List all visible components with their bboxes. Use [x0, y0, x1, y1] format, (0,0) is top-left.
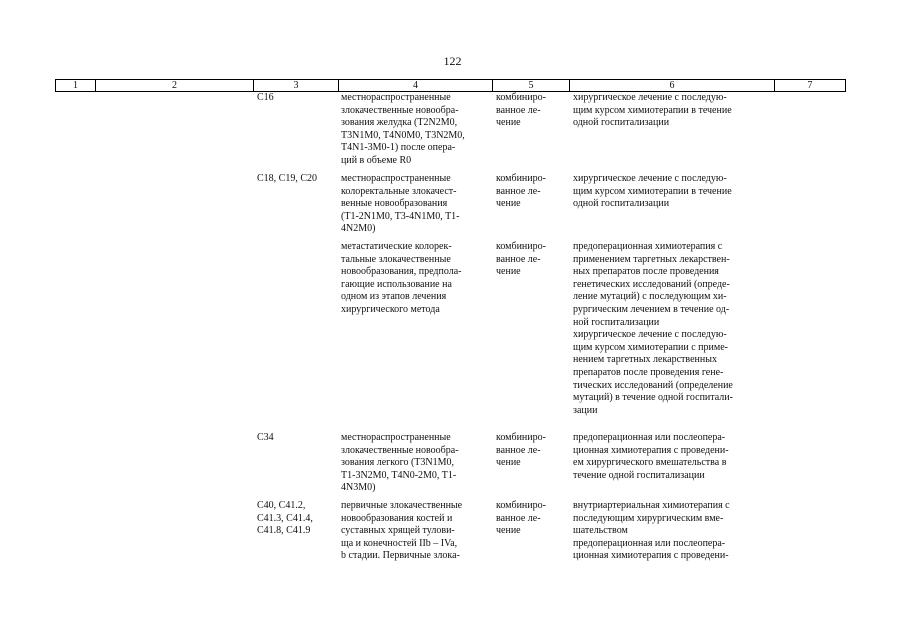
treatment-method-cell: внутриартериальная химиотерапия с последующим хирургическим вме- шательством предоперационная или послеопера- ционная химиотерапия с проведени-	[573, 500, 730, 562]
icd-code-cell: C16	[257, 92, 274, 103]
page-number: 122	[443, 54, 462, 68]
header-col-3: 3	[253, 80, 338, 91]
treatment-method-cell: хирургическое лечение с последую- щим курсом химиотерапии в течение одной госпитализации	[573, 173, 732, 210]
disease-cell: местнораспространенные злокачественные новообра- зования легкого (T3N1M0, T1-3N2M0, T4N0-2M0, T1- 4N3M0)	[341, 432, 459, 494]
treatment-type-cell: комбиниро- ванное ле- чение	[496, 173, 546, 210]
treatment-type-cell: комбиниро- ванное ле- чение	[496, 241, 546, 278]
icd-code-cell: C34	[257, 432, 274, 443]
icd-code-cell: C18, C19, C20	[257, 173, 318, 184]
header-col-5: 5	[492, 80, 569, 91]
treatment-type-cell: комбиниро- ванное ле- чение	[496, 432, 546, 469]
header-col-6: 6	[569, 80, 774, 91]
header-col-2: 2	[95, 80, 253, 91]
treatment-method-cell: предоперационная химиотерапия с применением таргетных лекарствен- ных препаратов после проведения генетических исследований (опреде- ление мутаций) с последующим хи- рургическим лечением в течение од- ной госпитализации хирургическое лечение с последую- щим курсом химиотерапии с приме- нением таргетных лекарственных препаратов после проведения гене- тических исследований (определение мутаций) в течение одной госпитали- зации	[573, 241, 733, 416]
treatment-type-cell: комбиниро- ванное ле- чение	[496, 92, 546, 129]
header-col-4: 4	[338, 80, 492, 91]
treatment-type-cell: комбиниро- ванное ле- чение	[496, 500, 546, 537]
treatment-method-cell: предоперационная или послеопера- ционная химиотерапия с проведени- ем хирургического вмешательства в течение одной госпитализации	[573, 432, 729, 481]
header-col-1: 1	[55, 80, 95, 91]
table-header-row	[55, 79, 846, 92]
disease-cell: первичные злокачественные новообразования костей и суставных хрящей тулови- ща и конечностей IIb – IVa, b стадии. Первичные злока-	[341, 500, 463, 562]
header-col-7: 7	[774, 80, 846, 91]
disease-cell: метастатические колорек- тальные злокачественные новообразования, предпола- гающие использование на одном из этапов лечения хирургического метода	[341, 241, 462, 315]
treatment-method-cell: хирургическое лечение с последую- щим курсом химиотерапии в течение одной госпитализации	[573, 92, 732, 129]
disease-cell: местнораспространенные злокачественные новообра- зования желудка (T2N2M0, T3N1M0, T4N0M0, T3N2M0, T4N1-3M0-1) после опера- ций в объеме R0	[341, 92, 465, 166]
disease-cell: местнораспространенные колоректальные злокачест- венные новообразования (T1-2N1M0, T3-4N1M0, T1- 4N2M0)	[341, 173, 460, 235]
icd-code-cell: C40, C41.2, C41.3, C41.4, C41.8, C41.9	[257, 500, 313, 537]
